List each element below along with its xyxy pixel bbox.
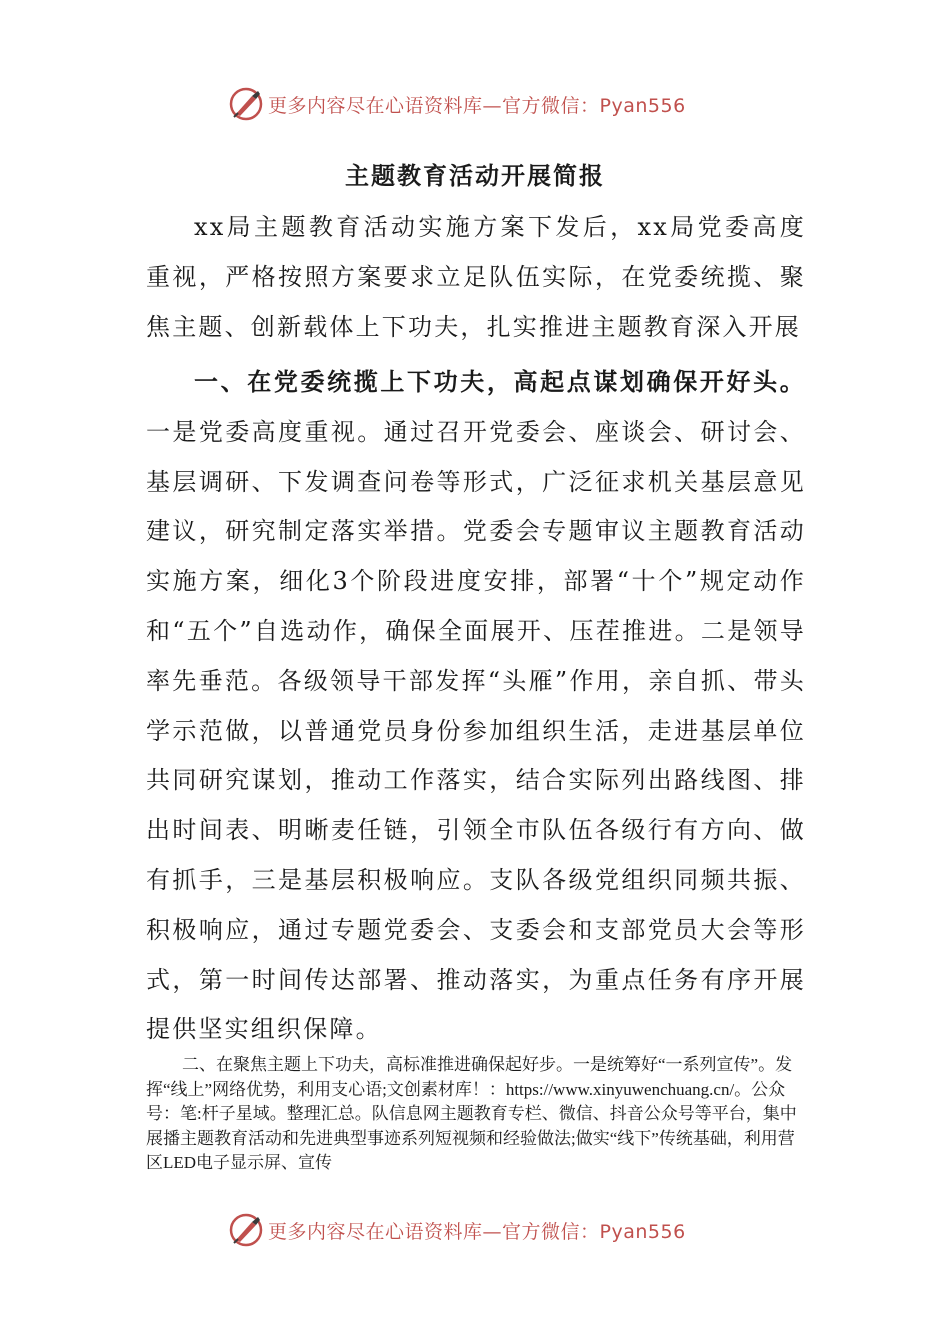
watermark-banner-top bbox=[228, 84, 748, 124]
watermark-handle: Pyan556 bbox=[599, 94, 686, 117]
intro-paragraph: xx局主题教育活动实施方案下发后，xx局党委高度重视，严格按照方案要求立足队伍实际，在党委统揽、聚焦主题、创新载体上下功夫，扎实推进主题教育深入开展 bbox=[146, 213, 806, 341]
section-1-heading: 一、在党委统揽上下功夫，高起点谋划确保开好头。 bbox=[194, 367, 806, 396]
pen-logo-icon bbox=[228, 1212, 264, 1248]
watermark-banner-bottom bbox=[228, 1210, 748, 1250]
section-1-paragraph bbox=[146, 357, 806, 1055]
watermark-text: 更多内容尽在心语资料库—官方微信：Pyan556 bbox=[268, 94, 686, 117]
pen-logo-icon bbox=[228, 86, 264, 122]
section-2-paragraph: 二、在聚焦主题上下功夫，高标准推进确保起好步。一是统筹好“一系列宣传”。发挥“线上”网络优势，利用支心语;文创素材库！：https://www.xinyuwenchuang.cn/。公众号：笔:杆子星域。整理汇总。队信息网主题教育专栏、微信、抖音公众号等平台，集中展播主题教育活动和先进典型事迹系列短视频和经验做法;做实“线下”传统基础，利用营区LED电子显示屏、宣传 bbox=[146, 1055, 797, 1172]
watermark-handle: Pyan556 bbox=[599, 1220, 686, 1243]
section-1-body: 一是党委高度重视。通过召开党委会、座谈会、研讨会、基层调研、下发调查问卷等形式，广泛征求机关基层意见建议，研究制定落实举措。党委会专题审议主题教育活动实施方案，细化3个阶段进度安排，部署“十个”规定动作和“五个”自选动作，确保全面展开、压茬推进。二是领导率先垂范。各级领导干部发挥“头雁”作用，亲自抓、带头学示范做，以普通党员身份参加组织生活，走进基层单位共同研究谋划，推动工作落实，结合实际列出路线图、排出时间表、明晰麦任链，引领全市队伍各级行有方向、做有抓手，三是基层积极响应。支队各级党组织同频共振、积极响应，通过专题党委会、支委会和支部党员大会等形式，第一时间传达部署、推动落实，为重点任务有序开展提供坚实组织保障。 bbox=[146, 417, 806, 1044]
watermark-text: 更多内容尽在心语资料库—官方微信：Pyan556 bbox=[268, 1220, 686, 1243]
document-title: 主题教育活动开展简报 bbox=[345, 161, 605, 190]
